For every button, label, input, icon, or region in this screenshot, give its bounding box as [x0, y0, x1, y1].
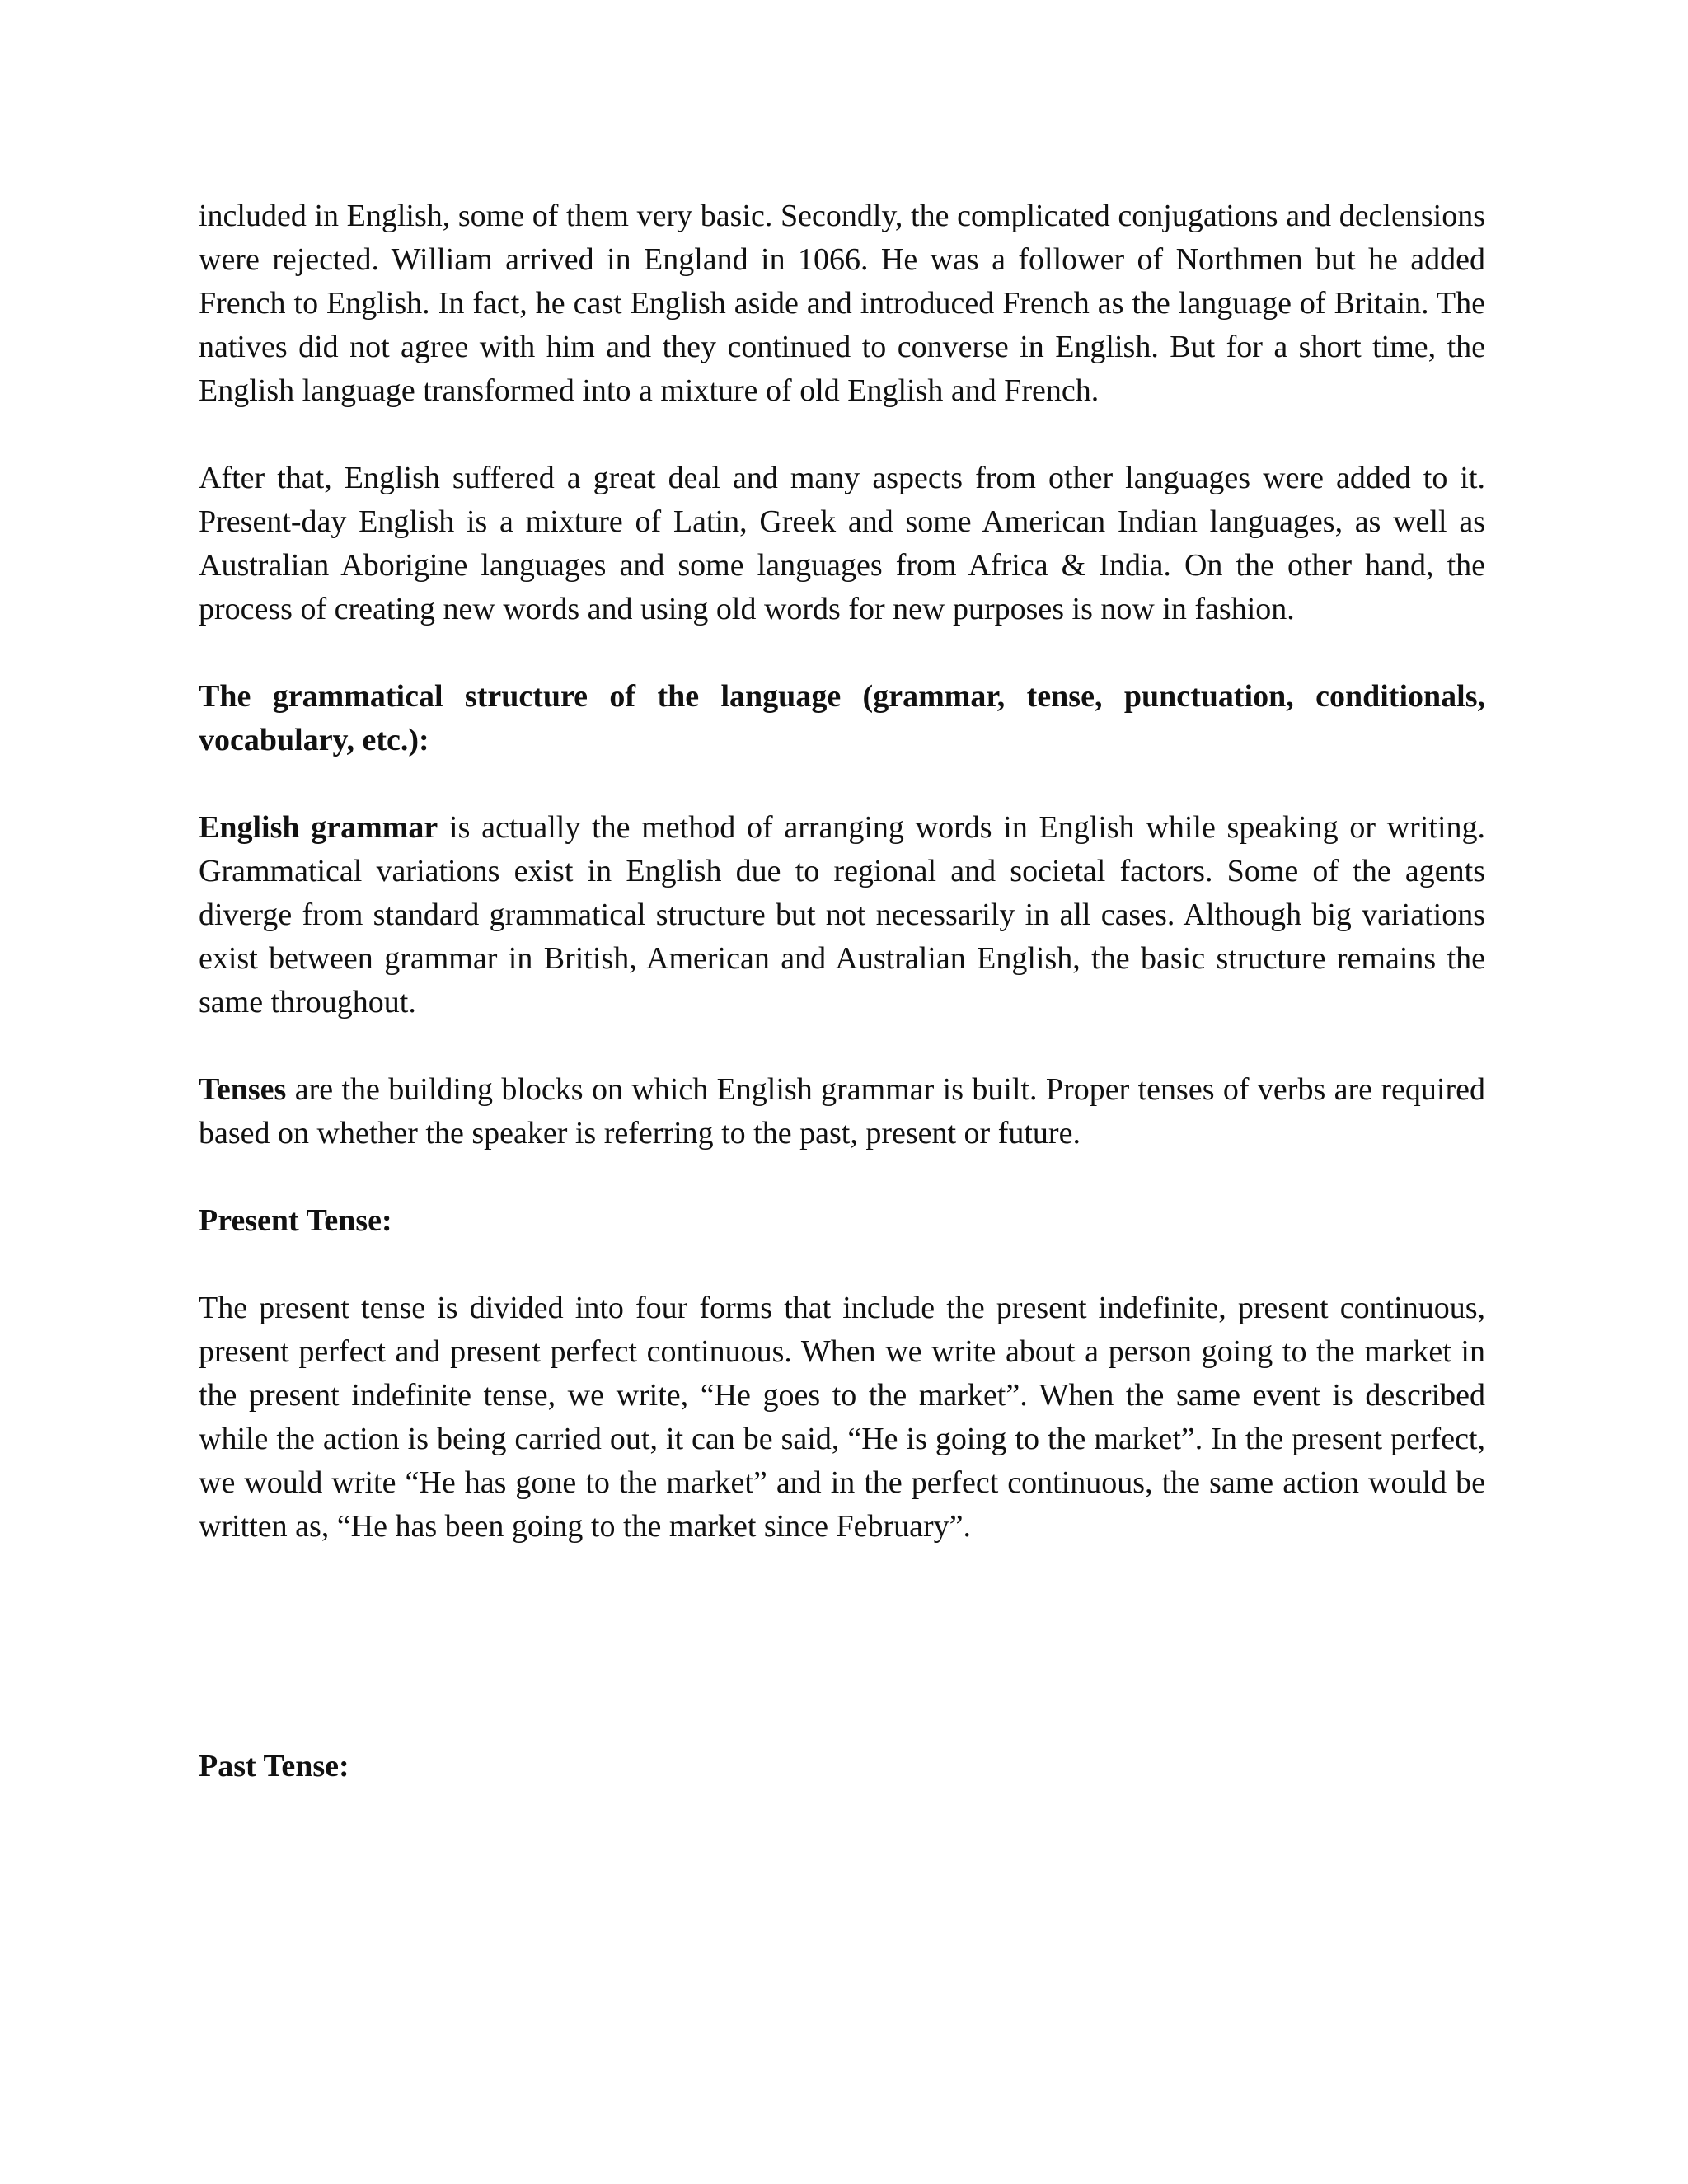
- heading-present-tense: Present Tense:: [199, 1203, 392, 1238]
- paragraph-english-grammar: [199, 806, 1485, 1024]
- paragraph-english-grammar-text: is actually the method of arranging words in English while speaking or writing. Grammatical variations exist in English due to regional and societal factors. Some of the agents diverge from standard grammatical structure but not necessarily in all cases. Although big variations exist between grammar in British, American and Australian English, the basic structure remains the same throughout.: [199, 810, 1486, 1019]
- paragraph-present-tense: The present tense is divided into four forms that include the present indefinite, present continuous, present perfect and present perfect continuous. When we write about a person going to the market in the present indefinite tense, we write, “He goes to the market”. When the same event is described while the action is being carried out, it can be said, “He is going to the market”. In the present perfect, we would write “He has gone to the market” and in the perfect continuous, the same action would be written as, “He has been going to the market since February”.: [199, 1291, 1485, 1544]
- blank-space: [199, 1549, 1485, 1745]
- document-body: [199, 194, 1485, 1788]
- paragraph-present-day-english: After that, English suffered a great deal and many aspects from other languages were added to it. Present-day English is a mixture of Latin, Greek and some American Indian languages, as well as Australian Aborigine languages and some languages from Africa & India. On the other hand, the process of creating new words and using old words for new purposes is now in fashion.: [199, 461, 1485, 626]
- heading-past-tense: Past Tense:: [199, 1749, 349, 1783]
- paragraph-tenses-text: are the building blocks on which English grammar is built. Proper tenses of verbs are required based on whether the speaker is referring to the past, present or future.: [199, 1072, 1485, 1151]
- term-english-grammar: English grammar: [199, 810, 438, 845]
- paragraph-william-conquest: included in English, some of them very basic. Secondly, the complicated conjugations and declensions were rejected. William arrived in England in 1066. He was a follower of Northmen but he added French to English. In fact, he cast English aside and introduced French as the language of Britain. The natives did not agree with him and they continued to converse in English. But for a short time, the English language transformed into a mixture of old English and French.: [199, 199, 1485, 408]
- heading-grammatical-structure: The grammatical structure of the language (grammar, tense, punctuation, conditionals, vocabulary, etc.):: [199, 679, 1485, 757]
- paragraph-tenses: [199, 1068, 1485, 1155]
- term-tenses: Tenses: [199, 1072, 287, 1107]
